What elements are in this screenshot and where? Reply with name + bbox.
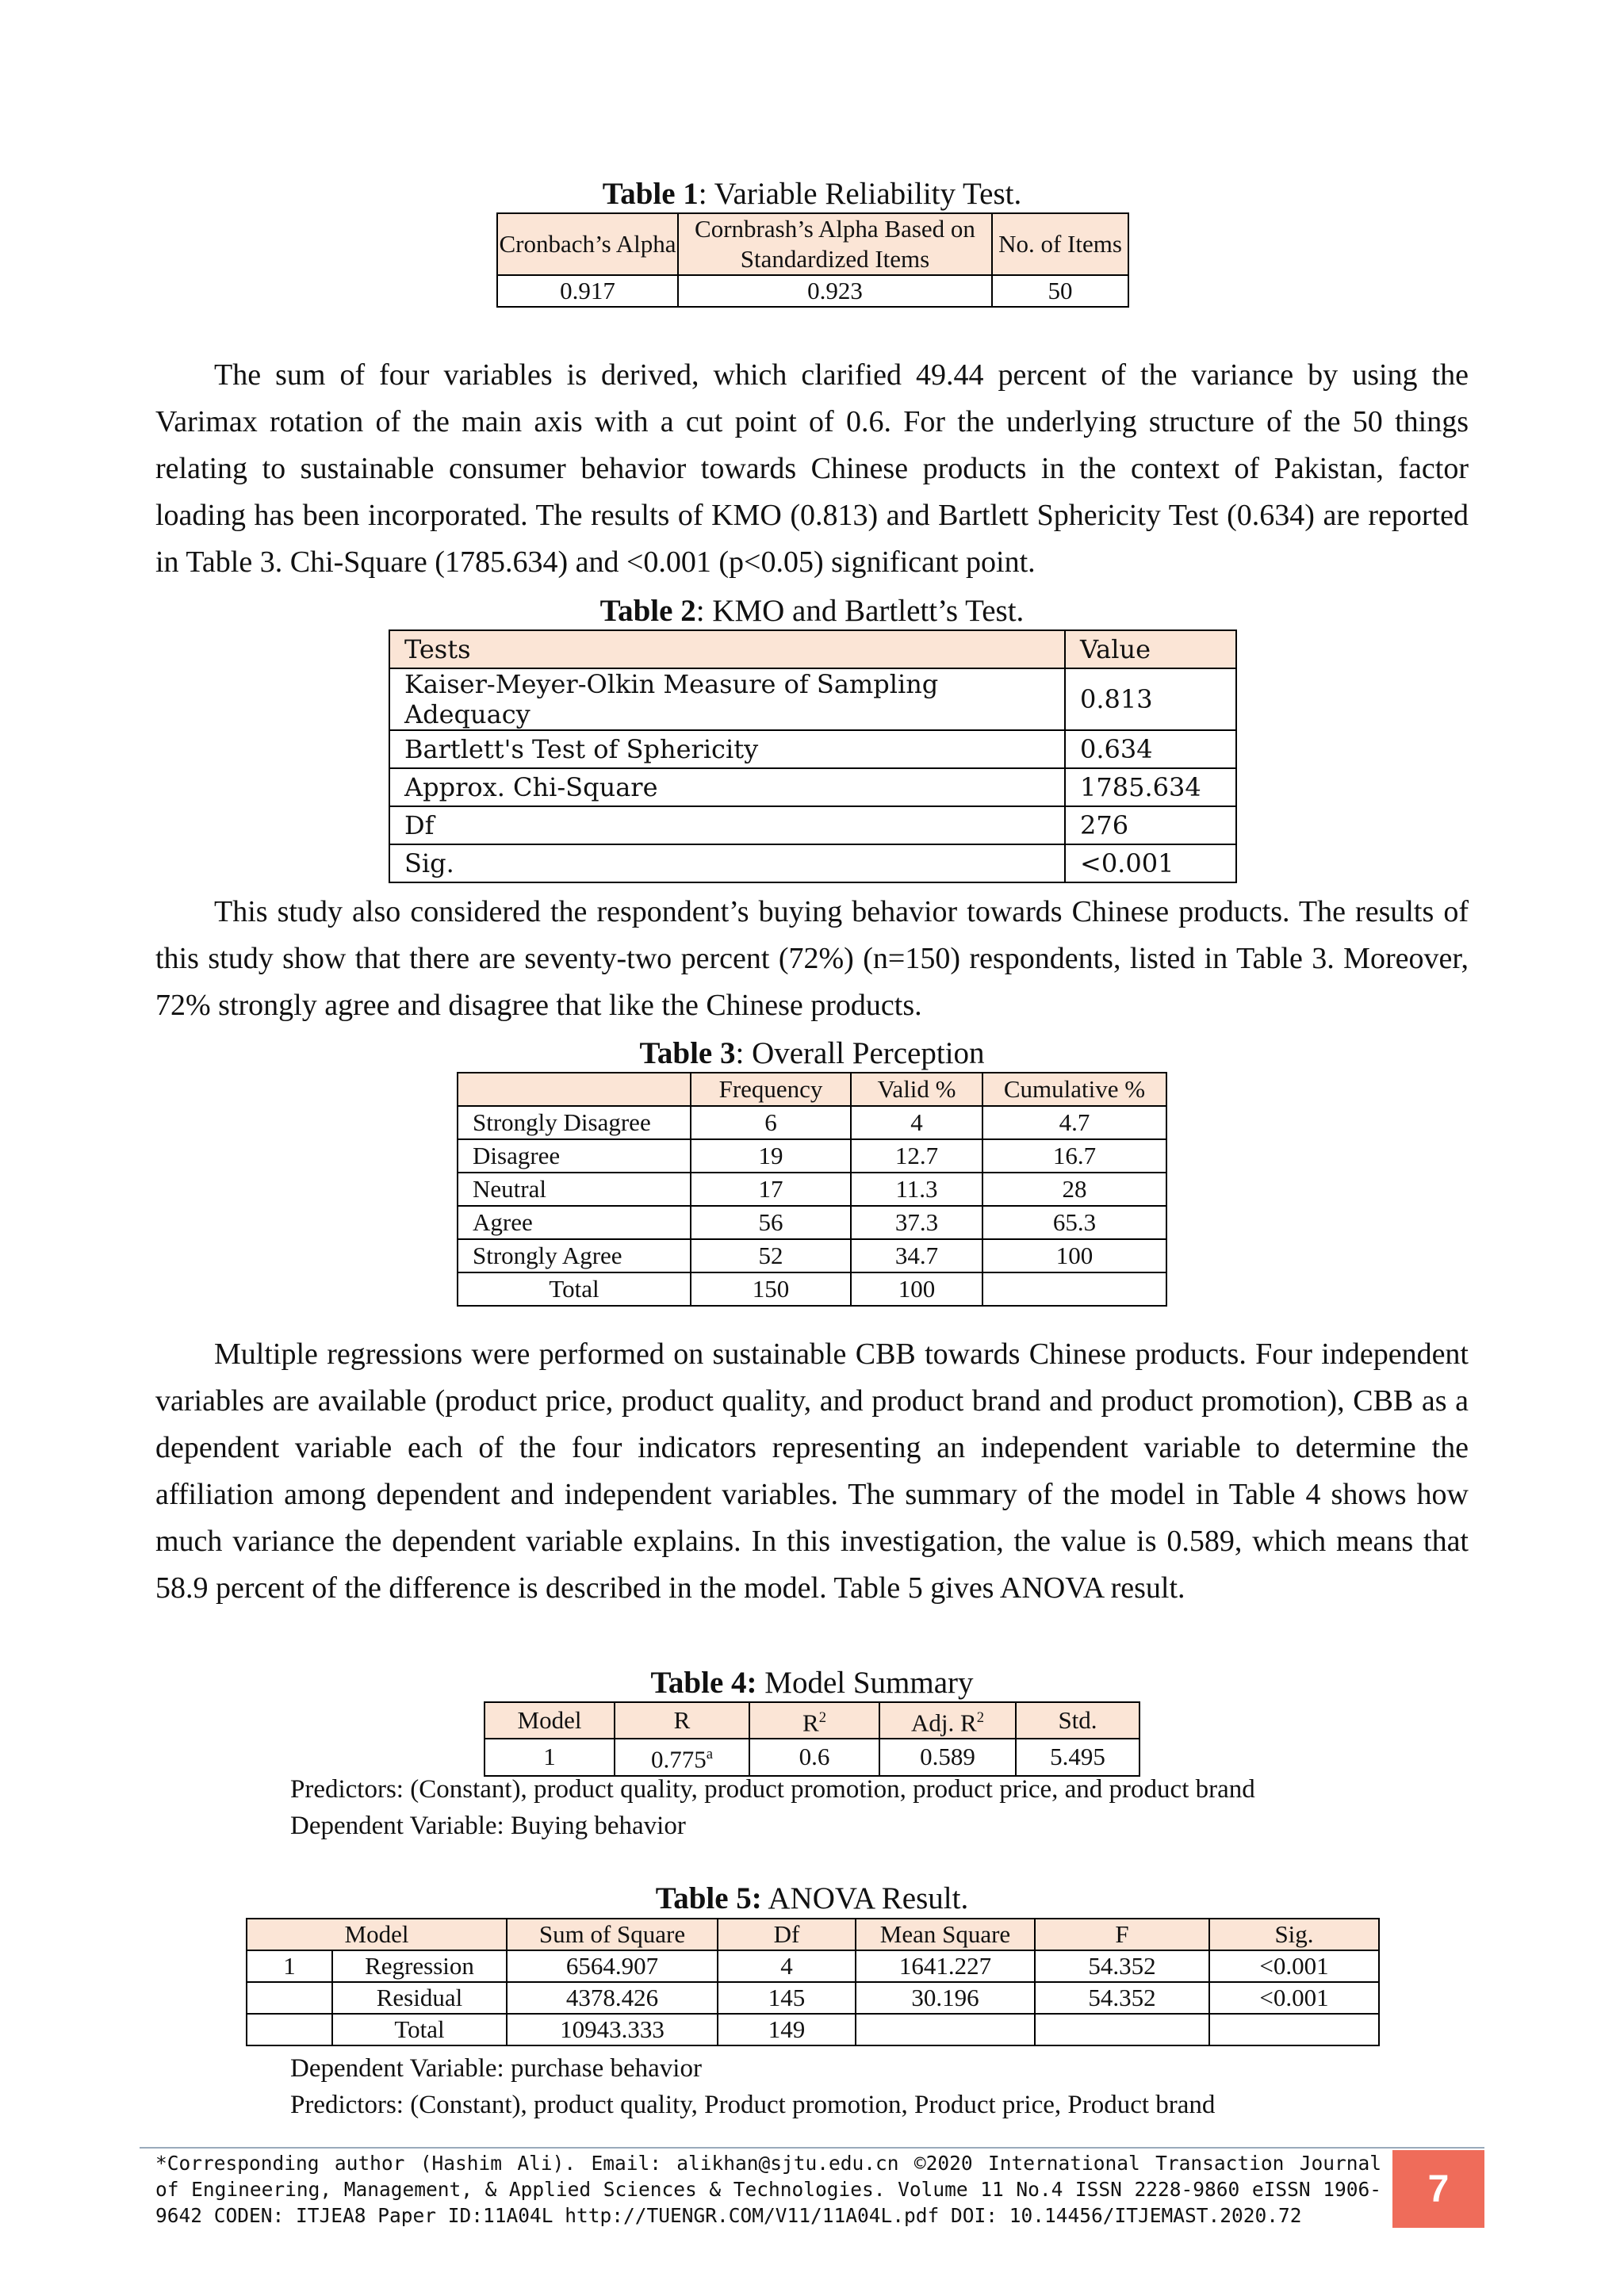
- footer-divider: [140, 2147, 1484, 2149]
- table5-cell: 10943.333: [507, 2014, 718, 2045]
- table5-cell: 6564.907: [507, 1950, 718, 1982]
- table4-note-dependent: Dependent Variable: Buying behavior: [290, 1812, 686, 1840]
- table5-cell: [1209, 2014, 1379, 2045]
- table2-header-cell: Value: [1065, 630, 1236, 668]
- table3-cell: 16.7: [982, 1139, 1166, 1173]
- table4-note-predictors: Predictors: (Constant), product quality, product promotion, product price, and product brand: [290, 1775, 1255, 1804]
- table1-header-cell: No. of Items: [992, 213, 1128, 275]
- table4-header-cell: Adj. $R^2$: [879, 1702, 1016, 1739]
- table3-cell: 6: [691, 1106, 851, 1139]
- table2-cell: Df: [389, 806, 1065, 844]
- table-row: [389, 730, 1236, 768]
- table-row: [485, 1739, 1139, 1775]
- paragraph-3: Multiple regressions were performed on sustainable CBB towards Chinese products. Four independent variables are available (product price, product quality, and product brand and product promotion), CBB as a dependent variable each of the four indicators representing an independent variable to determine the affiliation among dependent and independent variables. The summary of the model in Table 4 shows how much variance the dependent variable explains. In this investigation, the value is 0.589, which means that 58.9 percent of the difference is described in the model. Table 5 gives ANOVA result.: [155, 1337, 1469, 1605]
- table1: [496, 212, 1129, 308]
- table5-cell: 30.196: [856, 1982, 1035, 2014]
- table3-cell: 52: [691, 1239, 851, 1272]
- table4-cell: 5.495: [1016, 1739, 1139, 1775]
- table5-cell: 4378.426: [507, 1982, 718, 2014]
- table3-cell: Total: [458, 1272, 691, 1306]
- table1-header-cell: Cronbach’s Alpha: [497, 213, 678, 275]
- paragraph-2: This study also considered the respondent’s buying behavior towards Chinese products. The results of this study show that there are seventy-two percent (72%) (n=150) respondents, listed in Table 3. Moreover, 72% strongly agree and disagree that like the Chinese products.: [155, 895, 1469, 1022]
- table4-header-cell: Model: [485, 1702, 615, 1739]
- table5-cell: Residual: [332, 1982, 507, 2014]
- table1-value-cell: 0.923: [678, 275, 992, 307]
- table3-cell: 150: [691, 1272, 851, 1306]
- table5-cell: 1641.227: [856, 1950, 1035, 1982]
- table2-cell: 0.813: [1065, 668, 1236, 730]
- table2-caption: Table 2: KMO and Bartlett’s Test.: [599, 594, 1025, 628]
- table-row: [247, 1950, 1379, 1982]
- table5-cell: 54.352: [1035, 1950, 1209, 1982]
- table5-cell: 1: [247, 1950, 332, 1982]
- table3-cell: Neutral: [458, 1173, 691, 1206]
- table5-cell: <0.001: [1209, 1950, 1379, 1982]
- table3-cell: 12.7: [851, 1139, 982, 1173]
- table4-cell: 0.589: [879, 1739, 1016, 1775]
- table5-cell: Total: [332, 2014, 507, 2045]
- table3-cell: 4: [851, 1106, 982, 1139]
- table-row: [247, 2014, 1379, 2045]
- footer-citation: *Corresponding author (Hashim Ali). Email: alikhan@sjtu.edu.cn ©2020 International Transaction Journal of Engineering, Management, & Applied Sciences & Technologies. Volume 11 No.4 ISSN 2228-9860 eISSN 1906-9642 CODEN: ITJEA8 Paper ID:11A04L http://TUENGR.COM/V11/11A04L.pdf DOI: 10.14456/ITJEMAST.2020.72: [155, 2152, 1381, 2227]
- table3-header-cell: [458, 1073, 691, 1106]
- table-row: [247, 1982, 1379, 2014]
- table5-cell: Regression: [332, 1950, 507, 1982]
- table4-caption: Table 4: Model Summary: [650, 1666, 974, 1700]
- table3-cell: 65.3: [982, 1206, 1166, 1239]
- table4-cell: 1: [485, 1739, 615, 1775]
- table1-value-cell: 0.917: [497, 275, 678, 307]
- table2: [389, 629, 1237, 883]
- table3-cell: Strongly Agree: [458, 1239, 691, 1272]
- table3-cell: [982, 1272, 1166, 1306]
- table4-header-cell: R: [615, 1702, 749, 1739]
- table2-cell: 276: [1065, 806, 1236, 844]
- table-row: [389, 668, 1236, 730]
- table5-cell: 145: [718, 1982, 856, 2014]
- table3-cell: 11.3: [851, 1173, 982, 1206]
- table5-header-cell: Df: [718, 1919, 856, 1950]
- table3-cell: 100: [851, 1272, 982, 1306]
- table5-cell: [856, 2014, 1035, 2045]
- table3-header-cell: Valid %: [851, 1073, 982, 1106]
- table1-value-cell: 50: [992, 275, 1128, 307]
- paragraph-1: The sum of four variables is derived, which clarified 49.44 percent of the variance by using the Varimax rotation of the main axis with a cut point of 0.6. For the underlying structure of the 50 things relating to sustainable consumer behavior towards Chinese products in the context of Pakistan, factor loading has been incorporated. The results of KMO (0.813) and Bartlett Sphericity Test (0.634) are reported in Table 3. Chi-Square (1785.634) and <0.001 (p<0.05) significant point.: [155, 358, 1469, 579]
- table1-caption: Table 1: Variable Reliability Test.: [602, 177, 1022, 211]
- table3-cell: 17: [691, 1173, 851, 1206]
- table3-cell: 100: [982, 1239, 1166, 1272]
- table3-cell: 4.7: [982, 1106, 1166, 1139]
- table-row: [458, 1173, 1166, 1206]
- table2-cell: 1785.634: [1065, 768, 1236, 806]
- table3-cell: 28: [982, 1173, 1166, 1206]
- table3-cell: 19: [691, 1139, 851, 1173]
- table-row: [458, 1206, 1166, 1239]
- table5-cell: 4: [718, 1950, 856, 1982]
- table2-cell: Sig.: [389, 844, 1065, 882]
- table-row: [458, 1139, 1166, 1173]
- table2-cell: Kaiser-Meyer-Olkin Measure of Sampling Adequacy: [389, 668, 1065, 730]
- table-row: [458, 1272, 1166, 1306]
- table1-header-cell: Cornbrash’s Alpha Based on Standardized Items: [678, 213, 992, 275]
- table4-cell: 0.775$^a$: [615, 1739, 749, 1775]
- table4-header-cell: $R^2$: [749, 1702, 879, 1739]
- table5-cell: 54.352: [1035, 1982, 1209, 2014]
- table-row: [389, 844, 1236, 882]
- table2-header-cell: Tests: [389, 630, 1065, 668]
- table5-cell: <0.001: [1209, 1982, 1379, 2014]
- table5: [246, 1918, 1380, 2046]
- table-row: [389, 806, 1236, 844]
- table5-note-predictors: Predictors: (Constant), product quality, Product promotion, Product price, Product brand: [290, 2091, 1216, 2119]
- table2-cell: Bartlett's Test of Sphericity: [389, 730, 1065, 768]
- table3-cell: 56: [691, 1206, 851, 1239]
- table5-header-cell: Sig.: [1209, 1919, 1379, 1950]
- table4: [484, 1701, 1140, 1777]
- table-row: [389, 768, 1236, 806]
- table5-cell: 149: [718, 2014, 856, 2045]
- table-row: [458, 1239, 1166, 1272]
- table5-cell: [247, 2014, 332, 2045]
- table3-cell: Strongly Disagree: [458, 1106, 691, 1139]
- table3-cell: Disagree: [458, 1139, 691, 1173]
- table5-cell: [1035, 2014, 1209, 2045]
- table5-caption: Table 5: ANOVA Result.: [655, 1881, 969, 1915]
- table4-header-cell: Std.: [1016, 1702, 1139, 1739]
- table2-cell: 0.634: [1065, 730, 1236, 768]
- table5-header-cell: Mean Square: [856, 1919, 1035, 1950]
- table3-header-cell: Frequency: [691, 1073, 851, 1106]
- table3-caption: Table 3: Overall Perception: [639, 1036, 985, 1070]
- table3-cell: Agree: [458, 1206, 691, 1239]
- table5-header-cell: Model: [247, 1919, 507, 1950]
- table5-header-cell: F: [1035, 1919, 1209, 1950]
- table5-cell: [247, 1982, 332, 2014]
- table5-note-dependent: Dependent Variable: purchase behavior: [290, 2054, 702, 2083]
- page-number: 7: [1392, 2150, 1484, 2228]
- table3-cell: 37.3: [851, 1206, 982, 1239]
- table2-cell: <0.001: [1065, 844, 1236, 882]
- table4-cell: 0.6: [749, 1739, 879, 1775]
- table5-header-cell: Sum of Square: [507, 1919, 718, 1950]
- table-row: [458, 1106, 1166, 1139]
- table3: [457, 1072, 1167, 1307]
- table3-header-cell: Cumulative %: [982, 1073, 1166, 1106]
- table2-cell: Approx. Chi-Square: [389, 768, 1065, 806]
- table3-cell: 34.7: [851, 1239, 982, 1272]
